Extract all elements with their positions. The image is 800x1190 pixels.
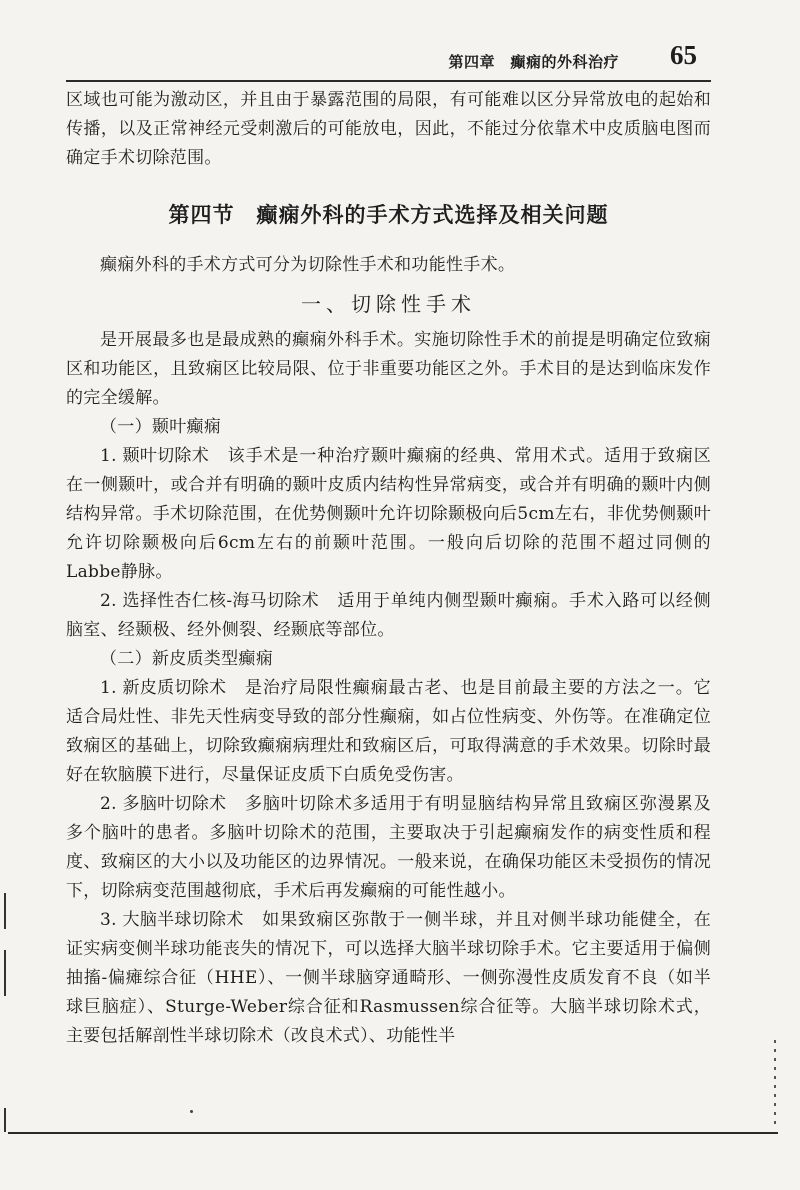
group1-item2: [66, 587, 711, 645]
group1-item1-term: 1. 颞叶切除术: [100, 446, 210, 466]
group2-item2: [66, 790, 711, 906]
scan-edge-mark: [4, 893, 6, 929]
group1-heading: （一）颞叶癫痫: [100, 417, 222, 437]
group2-item2-text: 多脑叶切除术多适用于有明显脑结构异常且致痫区弥漫累及多个脑叶的患者。多脑叶切除术的范围，主要取决于引起癫痫发作的病变性质和程度、致痫区的大小以及功能区的边界情况。一般来说，在确保功能区未受损伤的情况下，切除病变范围越彻底，手术后再发癫痫的可能性越小。: [66, 794, 711, 901]
running-header: [66, 38, 711, 82]
group2-item1-term: 1. 新皮质切除术: [100, 678, 227, 698]
group2-item3-term: 3. 大脑半球切除术: [100, 910, 244, 930]
page-number: 65: [670, 40, 697, 70]
group2-item3: [66, 906, 711, 1051]
subsection-title: 一、切除性手术: [301, 292, 476, 316]
page-bottom-rule: [8, 1132, 778, 1134]
intro-paragraph: 区域也可能为激动区，并且由于暴露范围的局限，有可能难以区分异常放电的起始和传播，以及正常神经元受刺激后的可能放电，因此，不能过分依靠术中皮质脑电图而确定手术切除范围。: [66, 90, 711, 168]
chapter-title: 第四章 癫痫的外科治疗: [448, 53, 619, 71]
section-intro: 癫痫外科的手术方式可分为切除性手术和功能性手术。: [100, 255, 516, 275]
scan-edge-mark: [4, 1108, 6, 1132]
group2-item2-term: 2. 多脑叶切除术: [100, 794, 227, 814]
group1-item1: [66, 442, 711, 587]
page-body: [66, 86, 711, 1051]
group1-item2-term: 2. 选择性杏仁核-海马切除术: [100, 591, 319, 611]
group2-item3-text: 如果致痫区弥散于一侧半球，并且对侧半球功能健全，在证实病变侧半球功能丧失的情况下，可以选择大脑半球切除手术。它主要适用于偏侧抽搐-偏瘫综合征（HHE）、一侧半球脑穿通畸形、一侧弥漫性皮质发育不良（如半球巨脑症）、Sturge-Weber综合征和Rasmussen综合征等。大脑半球切除术式，主要包括解剖性半球切除术（改良术式）、功能性半: [66, 910, 711, 1046]
section-title: 第四节 癫痫外科的手术方式选择及相关问题: [168, 203, 609, 227]
scan-edge-mark: [774, 1040, 776, 1130]
scan-edge-mark: [4, 950, 6, 996]
group1-item2-text: 适用于单纯内侧型颞叶癫痫。手术入路可以经侧脑室、经颞极、经外侧裂、经颞底等部位。: [66, 591, 711, 640]
group2-heading: （二）新皮质类型癫痫: [100, 649, 273, 669]
group2-item1: [66, 674, 711, 790]
scan-speck: [190, 1110, 193, 1113]
group1-item1-text: 该手术是一种治疗颞叶癫痫的经典、常用术式。适用于致痫区在一侧颞叶，或合并有明确的颞叶皮质内结构性异常病变，或合并有明确的颞叶内侧结构异常。手术切除范围，在优势侧颞叶允许切除颞极向后5cm左右，非优势侧颞叶允许切除颞极向后6cm左右的前颞叶范围。一般向后切除的范围不超过同侧的Labbe静脉。: [66, 446, 711, 582]
group2-item1-text: 是治疗局限性癫痫最古老、也是目前最主要的方法之一。它适合局灶性、非先天性病变导致的部分性癫痫，如占位性病变、外伤等。在准确定位致痫区的基础上，切除致癫痫病理灶和致痫区后，可取得满意的手术效果。切除时最好在软脑膜下进行，尽量保证皮质下白质免受伤害。: [66, 678, 711, 785]
subsection-intro: 是开展最多也是最成熟的癫痫外科手术。实施切除性手术的前提是明确定位致痫区和功能区，且致痫区比较局限、位于非重要功能区之外。手术目的是达到临床发作的完全缓解。: [66, 330, 711, 408]
